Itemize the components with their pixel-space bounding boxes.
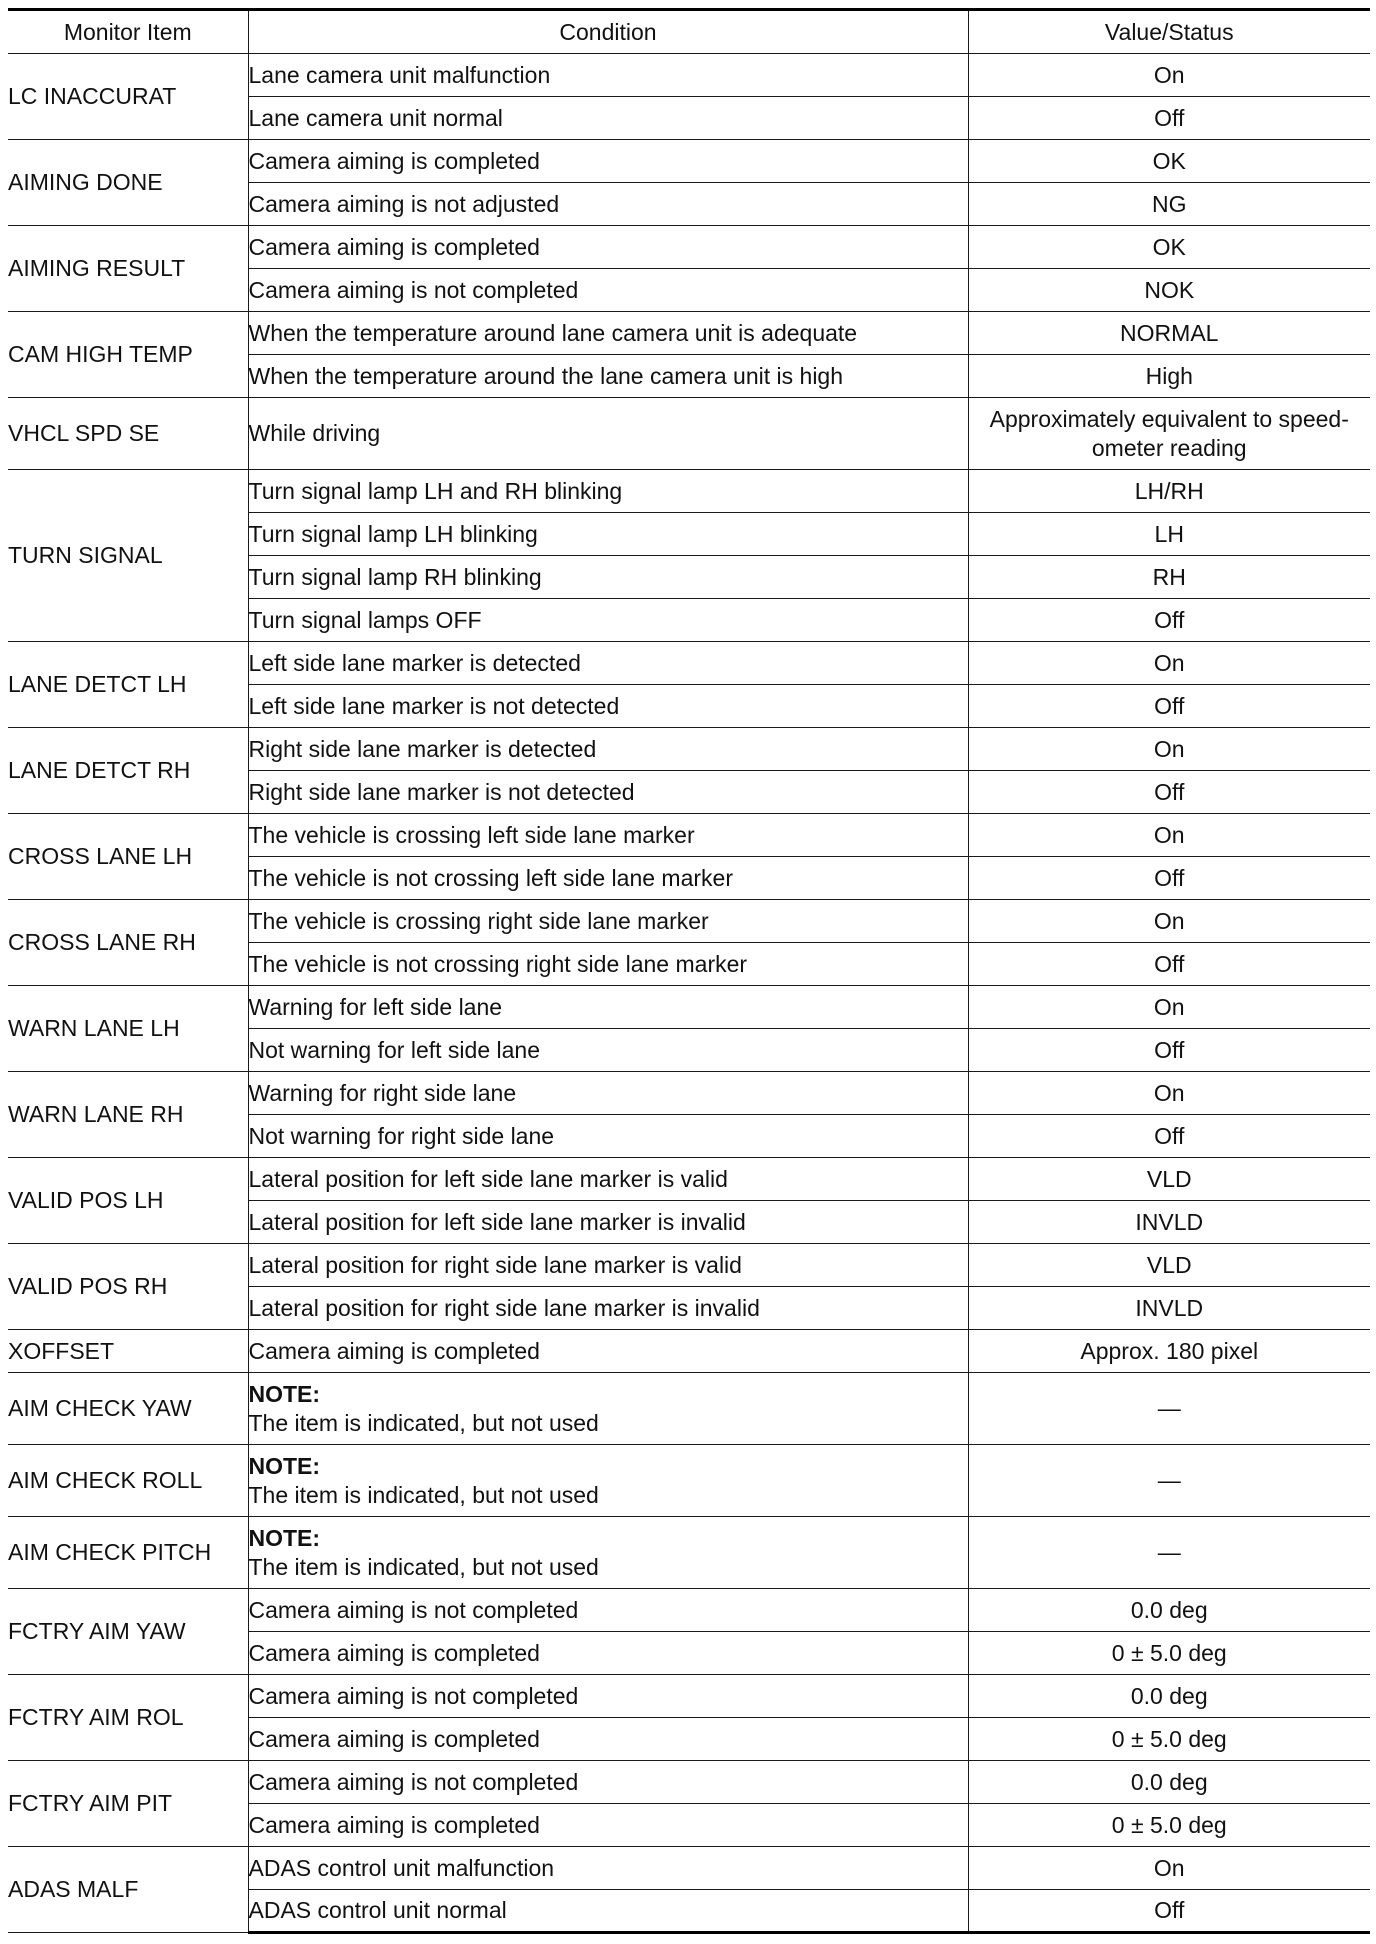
value-status-cell: NG: [968, 183, 1370, 226]
header-value-status: Value/Status: [968, 10, 1370, 54]
value-status-cell: NOK: [968, 269, 1370, 312]
header-monitor-item: Monitor Item: [8, 10, 248, 54]
monitor-item-cell: WARN LANE RH: [8, 1072, 248, 1158]
value-status-cell: 0.0 deg: [968, 1761, 1370, 1804]
monitor-item-cell: FCTRY AIM PIT: [8, 1761, 248, 1847]
condition-cell: Camera aiming is not adjusted: [248, 183, 968, 226]
table-row: [8, 1847, 1370, 1890]
table-row: [8, 1072, 1370, 1115]
value-status-cell: —: [968, 1373, 1370, 1445]
condition-cell: Lane camera unit normal: [248, 97, 968, 140]
condition-cell: When the temperature around lane camera unit is adequate: [248, 312, 968, 355]
table-row: [8, 1330, 1370, 1373]
value-status-cell: 0 ± 5.0 deg: [968, 1718, 1370, 1761]
monitor-item-cell: XOFFSET: [8, 1330, 248, 1373]
condition-cell: Not warning for right side lane: [248, 1115, 968, 1158]
table-row: [8, 986, 1370, 1029]
value-status-cell: On: [968, 986, 1370, 1029]
table-row: [8, 1373, 1370, 1445]
monitor-item-cell: FCTRY AIM YAW: [8, 1589, 248, 1675]
note-text: The item is indicated, but not used: [248, 1409, 599, 1436]
value-status-cell: On: [968, 642, 1370, 685]
value-status-cell: —: [968, 1517, 1370, 1589]
monitor-item-cell: LANE DETCT RH: [8, 728, 248, 814]
value-status-cell: Off: [968, 771, 1370, 814]
condition-cell: When the temperature around the lane camera unit is high: [248, 355, 968, 398]
table-row: [8, 814, 1370, 857]
table-row: [8, 470, 1370, 513]
condition-cell: Camera aiming is not completed: [248, 1761, 968, 1804]
condition-cell: Camera aiming is completed: [248, 1330, 968, 1373]
condition-cell: Not warning for left side lane: [248, 1029, 968, 1072]
monitor-item-cell: AIMING DONE: [8, 140, 248, 226]
condition-cell: [248, 1445, 968, 1517]
condition-cell: Camera aiming is completed: [248, 1632, 968, 1675]
condition-cell: Warning for right side lane: [248, 1072, 968, 1115]
table-row: [8, 1445, 1370, 1517]
monitor-item-cell: VHCL SPD SE: [8, 398, 248, 470]
condition-cell: Camera aiming is completed: [248, 1804, 968, 1847]
condition-cell: Warning for left side lane: [248, 986, 968, 1029]
condition-cell: Lane camera unit malfunction: [248, 54, 968, 97]
value-status-cell: On: [968, 1847, 1370, 1890]
monitor-item-cell: AIM CHECK PITCH: [8, 1517, 248, 1589]
value-status-cell: 0.0 deg: [968, 1675, 1370, 1718]
condition-cell: The vehicle is crossing left side lane marker: [248, 814, 968, 857]
value-status-cell: Off: [968, 685, 1370, 728]
condition-cell: The vehicle is not crossing right side lane marker: [248, 943, 968, 986]
value-status-cell: Off: [968, 1890, 1370, 1933]
value-status-cell: LH: [968, 513, 1370, 556]
value-status-cell: Off: [968, 857, 1370, 900]
table-row: [8, 1675, 1370, 1718]
value-status-cell: On: [968, 900, 1370, 943]
table-body: [8, 54, 1370, 1933]
table-row: [8, 312, 1370, 355]
condition-cell: Left side lane marker is detected: [248, 642, 968, 685]
monitor-item-cell: CROSS LANE LH: [8, 814, 248, 900]
monitor-item-cell: FCTRY AIM ROL: [8, 1675, 248, 1761]
monitor-item-cell: LC INACCURAT: [8, 54, 248, 140]
note-text: The item is indicated, but not used: [248, 1481, 599, 1508]
header-row: [8, 10, 1370, 54]
value-status-cell: Off: [968, 1115, 1370, 1158]
monitor-item-cell: TURN SIGNAL: [8, 470, 248, 642]
note-text: The item is indicated, but not used: [248, 1553, 599, 1580]
value-status-cell: 0.0 deg: [968, 1589, 1370, 1632]
value-status-cell: Approx. 180 pixel: [968, 1330, 1370, 1373]
monitor-item-cell: VALID POS RH: [8, 1244, 248, 1330]
condition-cell: Left side lane marker is not detected: [248, 685, 968, 728]
table-row: [8, 1517, 1370, 1589]
value-status-cell: High: [968, 355, 1370, 398]
table-header: [8, 10, 1370, 54]
table-row: [8, 1589, 1370, 1632]
value-status-cell: VLD: [968, 1158, 1370, 1201]
table-row: [8, 1158, 1370, 1201]
condition-cell: Right side lane marker is not detected: [248, 771, 968, 814]
condition-cell: ADAS control unit malfunction: [248, 1847, 968, 1890]
value-status-cell: INVLD: [968, 1201, 1370, 1244]
value-status-cell: On: [968, 1072, 1370, 1115]
value-status-cell: RH: [968, 556, 1370, 599]
value-status-cell: VLD: [968, 1244, 1370, 1287]
value-status-cell: 0 ± 5.0 deg: [968, 1632, 1370, 1675]
table-row: [8, 1761, 1370, 1804]
condition-cell: Camera aiming is completed: [248, 1718, 968, 1761]
monitor-item-cell: ADAS MALF: [8, 1847, 248, 1933]
condition-cell: Lateral position for left side lane marker is valid: [248, 1158, 968, 1201]
monitor-item-cell: LANE DETCT LH: [8, 642, 248, 728]
value-status-cell: Off: [968, 1029, 1370, 1072]
value-status-cell: On: [968, 728, 1370, 771]
note-label: NOTE:: [248, 1524, 321, 1551]
condition-cell: While driving: [248, 398, 968, 470]
note-label: NOTE:: [248, 1380, 321, 1407]
condition-cell: Camera aiming is not completed: [248, 269, 968, 312]
note-label: NOTE:: [248, 1452, 321, 1479]
table-row: [8, 642, 1370, 685]
table-row: [8, 728, 1370, 771]
value-status-cell: On: [968, 54, 1370, 97]
table-row: [8, 398, 1370, 470]
condition-cell: Camera aiming is not completed: [248, 1675, 968, 1718]
condition-cell: Right side lane marker is detected: [248, 728, 968, 771]
value-status-cell: —: [968, 1445, 1370, 1517]
monitor-item-cell: AIMING RESULT: [8, 226, 248, 312]
condition-cell: Turn signal lamps OFF: [248, 599, 968, 642]
value-status-cell: INVLD: [968, 1287, 1370, 1330]
condition-cell: [248, 1373, 968, 1445]
monitor-item-cell: AIM CHECK YAW: [8, 1373, 248, 1445]
condition-cell: Camera aiming is completed: [248, 226, 968, 269]
condition-cell: Turn signal lamp LH blinking: [248, 513, 968, 556]
table-row: [8, 226, 1370, 269]
monitor-table: [8, 8, 1370, 1934]
condition-cell: Turn signal lamp RH blinking: [248, 556, 968, 599]
value-status-cell: On: [968, 814, 1370, 857]
value-status-cell: Off: [968, 599, 1370, 642]
value-status-cell: LH/RH: [968, 470, 1370, 513]
monitor-item-cell: AIM CHECK ROLL: [8, 1445, 248, 1517]
value-status-cell: OK: [968, 140, 1370, 183]
table-row: [8, 900, 1370, 943]
table-row: [8, 1244, 1370, 1287]
condition-cell: [248, 1517, 968, 1589]
condition-cell: The vehicle is not crossing left side lane marker: [248, 857, 968, 900]
table-row: [8, 140, 1370, 183]
condition-cell: Turn signal lamp LH and RH blinking: [248, 470, 968, 513]
value-status-cell: NORMAL: [968, 312, 1370, 355]
condition-cell: Lateral position for right side lane marker is valid: [248, 1244, 968, 1287]
condition-cell: Lateral position for right side lane marker is invalid: [248, 1287, 968, 1330]
condition-cell: Camera aiming is not completed: [248, 1589, 968, 1632]
condition-cell: Lateral position for left side lane marker is invalid: [248, 1201, 968, 1244]
value-status-cell: Off: [968, 943, 1370, 986]
header-condition: Condition: [248, 10, 968, 54]
value-status-cell: Approximately equivalent to speed-ometer reading: [968, 398, 1370, 470]
monitor-item-cell: VALID POS LH: [8, 1158, 248, 1244]
value-status-cell: Off: [968, 97, 1370, 140]
monitor-item-cell: WARN LANE LH: [8, 986, 248, 1072]
table-row: [8, 54, 1370, 97]
value-status-cell: 0 ± 5.0 deg: [968, 1804, 1370, 1847]
condition-cell: Camera aiming is completed: [248, 140, 968, 183]
condition-cell: The vehicle is crossing right side lane marker: [248, 900, 968, 943]
value-status-cell: OK: [968, 226, 1370, 269]
monitor-item-cell: CROSS LANE RH: [8, 900, 248, 986]
monitor-item-cell: CAM HIGH TEMP: [8, 312, 248, 398]
condition-cell: ADAS control unit normal: [248, 1890, 968, 1933]
